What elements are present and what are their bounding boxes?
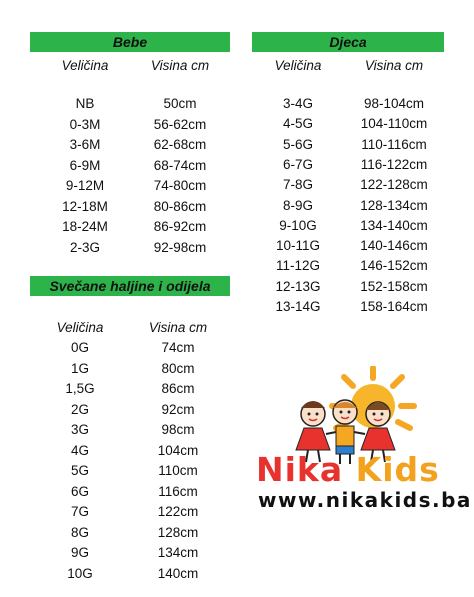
djeca-height-cell: 146-152cm xyxy=(360,258,428,274)
svecane-height-cell: 122cm xyxy=(157,504,199,519)
svecane-height-cell: 80cm xyxy=(161,360,195,376)
djeca-height-cell: 134-140cm xyxy=(360,217,428,233)
bebe-banner xyxy=(30,32,230,52)
svecane-size-cell: 1,5G xyxy=(65,381,95,396)
bebe-title: Bebe xyxy=(112,34,148,50)
bebe-col-size-header: Veličina xyxy=(61,58,109,73)
djeca-height-cell: 110-116cm xyxy=(361,136,427,152)
djeca-size-cell: 13-14G xyxy=(275,299,321,314)
svecane-height-cell: 134cm xyxy=(157,545,199,560)
bebe-height-cell: 80-86cm xyxy=(153,198,207,214)
svecane-height-cell: 140cm xyxy=(157,565,199,581)
bebe-height-cell: 74-80cm xyxy=(153,178,207,193)
djeca-size-cell: 11-12G xyxy=(275,258,321,274)
djeca-height-cell: 122-128cm xyxy=(360,177,428,193)
bebe-height-cell: 62-68cm xyxy=(153,137,207,152)
bebe-size-cell: 12-18M xyxy=(62,198,108,214)
bebe-height-cell: 50cm xyxy=(163,96,197,111)
bebe-size-cell: 2-3G xyxy=(69,239,100,255)
svecane-height-cell: 104cm xyxy=(157,442,199,458)
svecane-size-cell: 10G xyxy=(67,565,93,581)
bebe-size-cell: 3-6M xyxy=(69,137,101,152)
djeca-size-cell: 10-11G xyxy=(275,238,321,254)
djeca-col-height-header: Visina cm xyxy=(364,58,424,73)
djeca-height-cell: 128-134cm xyxy=(360,197,428,213)
svecane-height-cell: 128cm xyxy=(157,524,199,540)
djeca-size-cell: 8-9G xyxy=(282,197,313,213)
djeca-banner xyxy=(252,32,444,52)
bebe-size-cell: 9-12M xyxy=(65,178,105,193)
svecane-size-cell: 1G xyxy=(70,360,89,376)
svecane-height-cell: 116cm xyxy=(158,483,198,499)
djeca-size-cell: 4-5G xyxy=(282,116,313,132)
djeca-height-cell: 158-164cm xyxy=(360,299,428,314)
svecane-banner xyxy=(30,276,230,296)
bebe-height-cell: 92-98cm xyxy=(153,239,207,255)
djeca-title: Djeca xyxy=(329,34,367,50)
bebe-height-cell: 86-92cm xyxy=(153,219,207,234)
bebe-size-cell: 6-9M xyxy=(69,157,101,173)
svecane-title: Svečane haljine i odijela xyxy=(49,278,211,294)
djeca-size-cell: 3-4G xyxy=(282,96,313,111)
djeca-size-cell: 5-6G xyxy=(282,136,313,152)
svecane-size-cell: 0G xyxy=(70,340,89,355)
svecane-size-cell: 8G xyxy=(70,524,89,540)
bebe-height-cell: 56-62cm xyxy=(153,116,207,132)
svecane-size-cell: 6G xyxy=(70,483,89,499)
brand-name-nika: Nika xyxy=(256,450,344,489)
bebe-size-cell: 0-3M xyxy=(69,116,101,132)
bebe-height-cell: 68-74cm xyxy=(153,157,207,173)
svecane-size-cell: 2G xyxy=(70,401,89,417)
djeca-height-cell: 98-104cm xyxy=(363,96,425,111)
svecane-size-cell: 3G xyxy=(70,422,89,437)
brand-name xyxy=(256,450,440,489)
svecane-size-cell: 4G xyxy=(70,442,89,458)
brand-name-kids: Kids xyxy=(355,450,440,489)
svecane-height-cell: 110cm xyxy=(158,463,198,478)
svecane-height-cell: 92cm xyxy=(161,401,195,417)
svecane-size-cell: 7G xyxy=(70,504,89,519)
djeca-height-cell: 104-110cm xyxy=(360,116,428,132)
svecane-col-height-header: Visina cm xyxy=(148,320,208,335)
svecane-height-cell: 74cm xyxy=(161,340,195,355)
svecane-size-cell: 5G xyxy=(70,463,89,478)
djeca-size-cell: 12-13G xyxy=(275,278,321,294)
svecane-height-cell: 86cm xyxy=(161,381,195,396)
svecane-size-cell: 9G xyxy=(70,545,89,560)
svecane-col-size-header: Veličina xyxy=(56,320,104,335)
djeca-height-cell: 152-158cm xyxy=(360,278,428,294)
djeca-size-cell: 6-7G xyxy=(282,156,313,172)
djeca-size-cell: 7-8G xyxy=(282,177,313,193)
bebe-size-cell: 18-24M xyxy=(62,219,108,234)
brand-url: www.nikakids.ba xyxy=(258,488,472,512)
djeca-col-size-header: Veličina xyxy=(274,58,322,73)
djeca-height-cell: 116-122cm xyxy=(360,156,428,172)
bebe-col-height-header: Visina cm xyxy=(150,58,210,73)
svecane-height-cell: 98cm xyxy=(161,422,195,437)
djeca-height-cell: 140-146cm xyxy=(360,238,428,254)
bebe-size-cell: NB xyxy=(75,96,95,111)
djeca-size-cell: 9-10G xyxy=(279,217,317,233)
